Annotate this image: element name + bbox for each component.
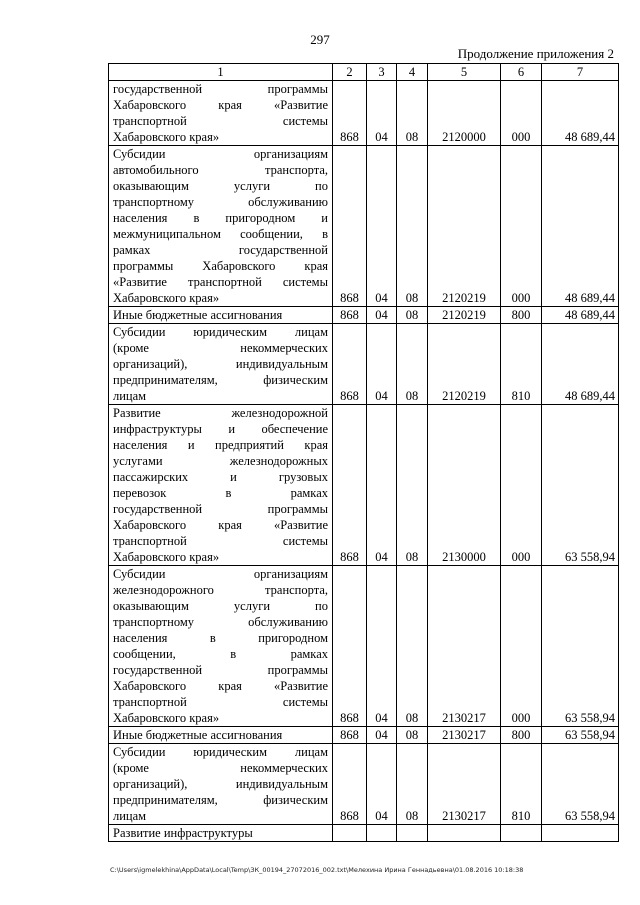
table-row bbox=[109, 405, 619, 566]
column-header: 1 bbox=[109, 64, 333, 81]
table-row bbox=[109, 146, 619, 307]
section-code: 04 bbox=[367, 81, 397, 146]
section-code: 04 bbox=[367, 146, 397, 307]
row-description bbox=[109, 405, 333, 566]
budget-table bbox=[108, 63, 619, 842]
target-article-code bbox=[428, 825, 501, 842]
ministry-code: 868 bbox=[333, 566, 367, 727]
description-line: населения и предприятий края bbox=[113, 438, 328, 452]
expense-type-code: 000 bbox=[501, 81, 542, 146]
ministry-code: 868 bbox=[333, 727, 367, 744]
row-description bbox=[109, 744, 333, 825]
file-path-footer: C:\Users\igmelekhina\AppData\Local\Temp\ЗК_00194_27072016_002.txt\Мелехина Ирина Геннадьевна\01.08.2016 10:18:38 bbox=[110, 866, 524, 874]
row-description bbox=[109, 324, 333, 405]
description-line: Хабаровского края» bbox=[113, 711, 220, 725]
column-header: 4 bbox=[397, 64, 428, 81]
description-line: населения в пригородном bbox=[113, 631, 328, 645]
description-line: пассажирских и грузовых bbox=[113, 470, 328, 484]
subsection-code: 08 bbox=[397, 744, 428, 825]
description-line: автомобильного транспорта, bbox=[113, 163, 328, 177]
description-line: лицам bbox=[113, 389, 147, 403]
description-line: лицам bbox=[113, 809, 147, 823]
expense-type-code: 000 bbox=[501, 146, 542, 307]
section-code: 04 bbox=[367, 307, 397, 324]
column-header: 6 bbox=[501, 64, 542, 81]
section-code: 04 bbox=[367, 727, 397, 744]
row-description bbox=[109, 307, 333, 324]
subsection-code: 08 bbox=[397, 324, 428, 405]
row-description bbox=[109, 727, 333, 744]
row-description bbox=[109, 81, 333, 146]
section-code bbox=[367, 825, 397, 842]
description-line: оказывающим услуги по bbox=[113, 179, 328, 193]
subsection-code: 08 bbox=[397, 566, 428, 727]
description-line: транспортной системы bbox=[113, 534, 328, 548]
subsection-code: 08 bbox=[397, 146, 428, 307]
description-line: Субсидии организациям bbox=[113, 567, 328, 581]
target-article-code: 2120219 bbox=[428, 146, 501, 307]
description-line: программы Хабаровского края bbox=[113, 259, 328, 273]
description-line: Хабаровского края» bbox=[113, 550, 220, 564]
section-code: 04 bbox=[367, 566, 397, 727]
subsection-code bbox=[397, 825, 428, 842]
section-code: 04 bbox=[367, 405, 397, 566]
description-line: государственной программы bbox=[113, 663, 328, 677]
column-header: 7 bbox=[542, 64, 619, 81]
ministry-code: 868 bbox=[333, 405, 367, 566]
ministry-code: 868 bbox=[333, 146, 367, 307]
section-code: 04 bbox=[367, 744, 397, 825]
target-article-code: 2120000 bbox=[428, 81, 501, 146]
description-line: перевозок в рамках bbox=[113, 486, 328, 500]
ministry-code bbox=[333, 825, 367, 842]
row-description bbox=[109, 566, 333, 727]
description-line: межмуниципальном сообщении, в bbox=[113, 227, 328, 241]
description-line: предпринимателям, физическим bbox=[113, 793, 328, 807]
description-line: транспортной системы bbox=[113, 114, 328, 128]
row-description bbox=[109, 146, 333, 307]
amount: 63 558,94 bbox=[542, 727, 619, 744]
description-line: Иные бюджетные ассигнования bbox=[113, 728, 283, 742]
amount: 48 689,44 bbox=[542, 324, 619, 405]
description-line: предпринимателям, физическим bbox=[113, 373, 328, 387]
ministry-code: 868 bbox=[333, 324, 367, 405]
expense-type-code: 800 bbox=[501, 727, 542, 744]
subsection-code: 08 bbox=[397, 307, 428, 324]
table-row bbox=[109, 727, 619, 744]
description-line: организаций), индивидуальным bbox=[113, 777, 328, 791]
target-article-code: 2130217 bbox=[428, 744, 501, 825]
table-row bbox=[109, 566, 619, 727]
description-line: сообщении, в рамках bbox=[113, 647, 328, 661]
description-line: организаций), индивидуальным bbox=[113, 357, 328, 371]
page-number: 297 bbox=[310, 32, 330, 47]
appendix-continuation-label: Продолжение приложения 2 bbox=[457, 46, 614, 61]
description-line: оказывающим услуги по bbox=[113, 599, 328, 613]
description-line: Хабаровского края» bbox=[113, 130, 220, 144]
table-row bbox=[109, 307, 619, 324]
amount: 63 558,94 bbox=[542, 744, 619, 825]
subsection-code: 08 bbox=[397, 81, 428, 146]
expense-type-code: 000 bbox=[501, 566, 542, 727]
description-line: инфраструктуры и обеспечение bbox=[113, 422, 328, 436]
ministry-code: 868 bbox=[333, 744, 367, 825]
description-line: государственной программы bbox=[113, 502, 328, 516]
expense-type-code bbox=[501, 825, 542, 842]
description-line: железнодорожного транспорта, bbox=[113, 583, 328, 597]
expense-type-code: 810 bbox=[501, 744, 542, 825]
column-number-row bbox=[109, 64, 619, 81]
subsection-code: 08 bbox=[397, 405, 428, 566]
description-line: Субсидии юридическим лицам bbox=[113, 745, 328, 759]
description-line: (кроме некоммерческих bbox=[113, 761, 328, 775]
section-code: 04 bbox=[367, 324, 397, 405]
column-header: 3 bbox=[367, 64, 397, 81]
expense-type-code: 000 bbox=[501, 405, 542, 566]
description-line: транспортному обслуживанию bbox=[113, 195, 328, 209]
target-article-code: 2130217 bbox=[428, 727, 501, 744]
description-line: Хабаровского края «Развитие bbox=[113, 98, 328, 112]
description-line: Развитие железнодорожной bbox=[113, 406, 328, 420]
description-line: транспортной системы bbox=[113, 695, 328, 709]
description-line: (кроме некоммерческих bbox=[113, 341, 328, 355]
ministry-code: 868 bbox=[333, 307, 367, 324]
description-line: Развитие инфраструктуры bbox=[113, 826, 253, 840]
description-line: Иные бюджетные ассигнования bbox=[113, 308, 283, 322]
expense-type-code: 810 bbox=[501, 324, 542, 405]
table-row bbox=[109, 825, 619, 842]
description-line: Хабаровского края «Развитие bbox=[113, 679, 328, 693]
table-body bbox=[109, 81, 619, 842]
expense-type-code: 800 bbox=[501, 307, 542, 324]
column-header: 5 bbox=[428, 64, 501, 81]
ministry-code: 868 bbox=[333, 81, 367, 146]
description-line: транспортному обслуживанию bbox=[113, 615, 328, 629]
amount: 63 558,94 bbox=[542, 405, 619, 566]
amount: 48 689,44 bbox=[542, 146, 619, 307]
description-line: Хабаровского края» bbox=[113, 291, 220, 305]
table-row bbox=[109, 324, 619, 405]
amount bbox=[542, 825, 619, 842]
description-line: рамках государственной bbox=[113, 243, 328, 257]
table-row bbox=[109, 744, 619, 825]
description-line: услугами железнодорожных bbox=[113, 454, 328, 468]
table-row bbox=[109, 81, 619, 146]
description-line: государственной программы bbox=[113, 82, 328, 96]
amount: 48 689,44 bbox=[542, 81, 619, 146]
column-header: 2 bbox=[333, 64, 367, 81]
target-article-code: 2130217 bbox=[428, 566, 501, 727]
amount: 63 558,94 bbox=[542, 566, 619, 727]
target-article-code: 2130000 bbox=[428, 405, 501, 566]
row-description bbox=[109, 825, 333, 842]
description-line: «Развитие транспортной системы bbox=[113, 275, 328, 289]
target-article-code: 2120219 bbox=[428, 324, 501, 405]
description-line: Хабаровского края «Развитие bbox=[113, 518, 328, 532]
subsection-code: 08 bbox=[397, 727, 428, 744]
description-line: Субсидии юридическим лицам bbox=[113, 325, 328, 339]
description-line: населения в пригородном и bbox=[113, 211, 328, 225]
target-article-code: 2120219 bbox=[428, 307, 501, 324]
amount: 48 689,44 bbox=[542, 307, 619, 324]
description-line: Субсидии организациям bbox=[113, 147, 328, 161]
